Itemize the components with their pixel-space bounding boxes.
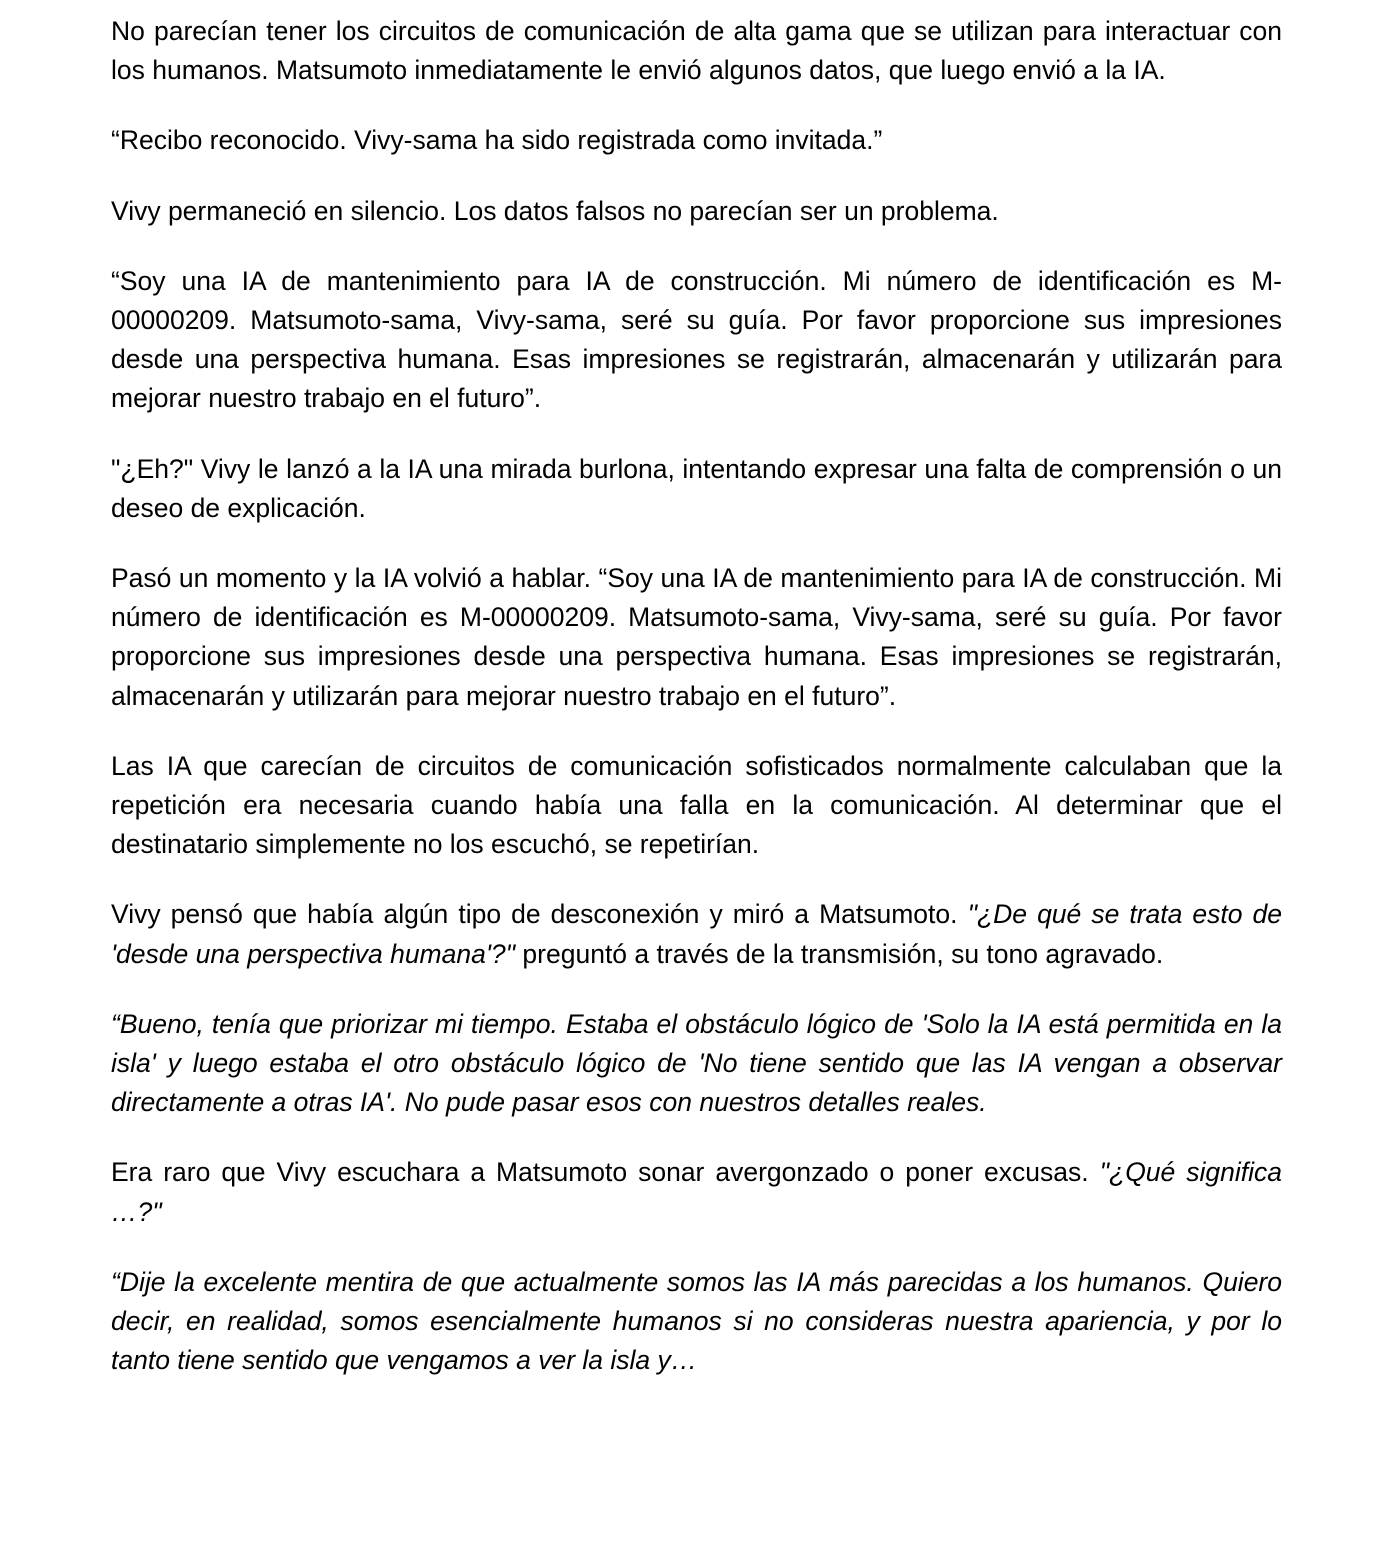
paragraph-7: Las IA que carecían de circuitos de comunicación sofisticados normalmente calculaban que la repetición era necesaria cuando había una falla en la comunicación. Al determinar que el destinatario simplemente no los escuchó, se repetirían. [111, 750, 1282, 860]
paragraph-10 [111, 1153, 1282, 1231]
paragraph-5: "¿Eh?" Vivy le lanzó a la IA una mirada burlona, intentando expresar una falta de comprensión o un deseo de explicación. [111, 453, 1282, 523]
paragraph-8-italic-thought: "¿De qué se trata esto de 'desde una perspectiva humana'?" [111, 899, 1283, 969]
document-page [111, 12, 1282, 1380]
paragraph-8 [111, 895, 1282, 973]
paragraph-3: Vivy permaneció en silencio. Los datos falsos no parecían ser un problema. [111, 195, 999, 226]
paragraph-8-narration-end: preguntó a través de la transmisión, su tono agravado. [515, 938, 1164, 969]
paragraph-6: Pasó un momento y la IA volvió a hablar. “Soy una IA de mantenimiento para IA de construcción. Mi número de identificación es M-00000209. Matsumoto-sama, Vivy-sama, seré su guía. Por favor proporcione sus impresiones desde una perspectiva humana. Esas impresiones se registrarán, almacenarán y utilizarán para mejorar nuestro trabajo en el futuro”. [111, 563, 1282, 711]
paragraph-8-narration: Vivy pensó que había algún tipo de desconexión y miró a Matsumoto. [111, 899, 968, 930]
paragraph-4: “Soy una IA de mantenimiento para IA de construcción. Mi número de identificación es M-00000209. Matsumoto-sama, Vivy-sama, seré su guía. Por favor proporcione sus impresiones desde una perspectiva humana. Esas impresiones se registrarán, almacenarán y utilizarán para mejorar nuestro trabajo en el futuro”. [111, 265, 1282, 414]
paragraph-11-italic: “Dije la excelente mentira de que actualmente somos las IA más parecidas a los humanos. Quiero decir, en realidad, somos esencialmente humanos si no consideras nuestra apariencia, y por lo tanto tiene sentido que vengamos a ver la isla y… [111, 1266, 1282, 1376]
paragraph-1: No parecían tener los circuitos de comunicación de alta gama que se utilizan para interactuar con los humanos. Matsumoto inmediatamente le envió algunos datos, que luego envió a la IA. [111, 16, 1282, 86]
paragraph-10-italic-thought: "¿Qué significa …?" [111, 1157, 1282, 1227]
paragraph-10-narration: Era raro que Vivy escuchara a Matsumoto sonar avergonzado o poner excusas. [111, 1157, 1100, 1188]
paragraph-9-italic: “Bueno, tenía que priorizar mi tiempo. Estaba el obstáculo lógico de 'Solo la IA está permitida en la isla' y luego estaba el otro obstáculo lógico de 'No tiene sentido que las IA vengan a observar directamente a otras IA'. No pude pasar esos con nuestros detalles reales. [111, 1008, 1282, 1118]
paragraph-2: “Recibo reconocido. Vivy-sama ha sido registrada como invitada.” [111, 125, 883, 156]
